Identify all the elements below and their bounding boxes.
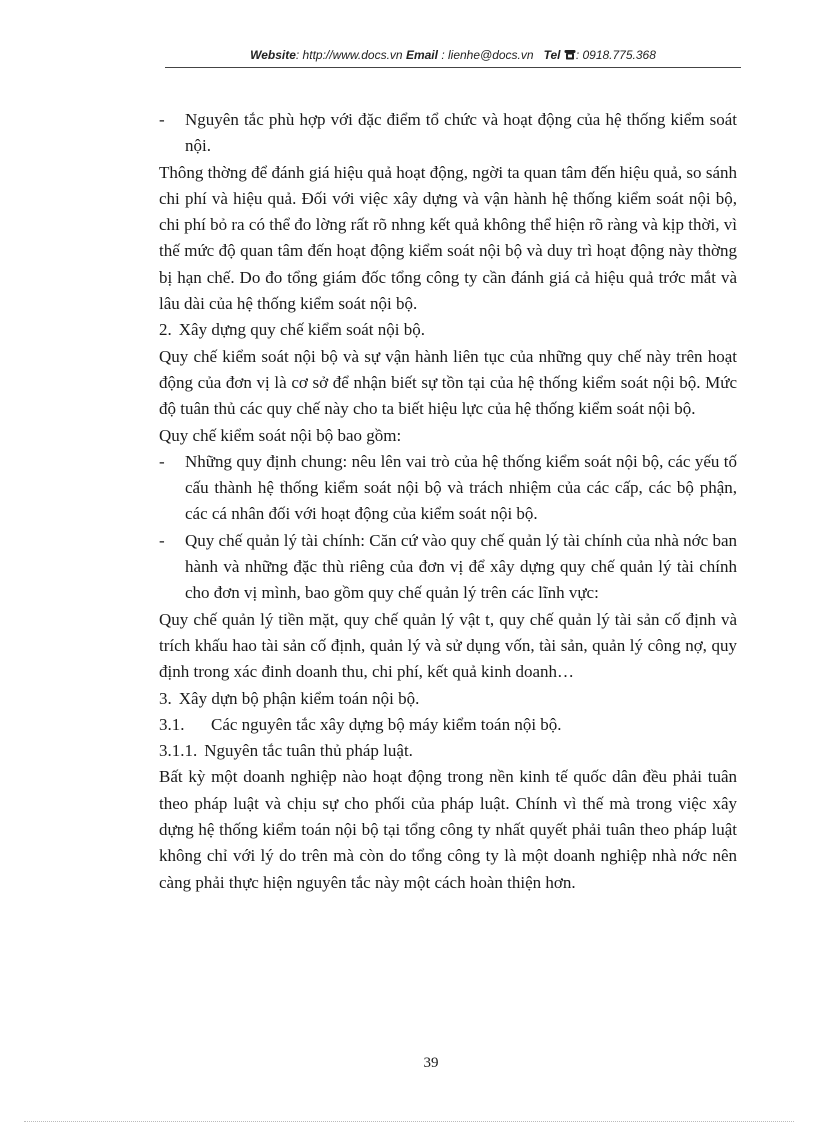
subsection-number: 3.1. bbox=[159, 714, 185, 734]
section-number: 2. bbox=[159, 320, 172, 340]
document-body bbox=[159, 107, 737, 896]
paragraph: Bất kỳ một doanh nghiệp nào hoạt động trong nền kinh tế quốc dân đều phải tuân theo pháp luật và chịu sự cho phối của pháp luật. Chính vì thế mà trong việc xây dựng hệ thống kiểm toán nội bộ tại tổng công ty nhất quyết phải tuân theo pháp luật không chỉ với lý do trên mà còn do tổng công ty là một doanh nghiệp nhà nớc nên càng phải thực hiện nguyên tắc này một cách hoàn thiện hơn. bbox=[159, 767, 737, 892]
page-bottom-border bbox=[24, 1121, 794, 1122]
tel-label: Tel bbox=[543, 48, 561, 62]
email-address[interactable]: : lienhe@docs.vn bbox=[441, 48, 534, 62]
paragraph: Quy chế quản lý tiền mặt, quy chế quản lý vật t, quy chế quản lý tài sản cố định và trích khấu hao tài sản cố định, quản lý và sử dụng vốn, tài sản, quản lý công nợ, quy định trong xác đinh doanh thu, chi phí, kết quả kinh doanh… bbox=[159, 609, 737, 682]
subsubsection-number: 3.1.1. bbox=[159, 741, 198, 761]
subsection-heading bbox=[159, 712, 737, 738]
section-title: Xây dựn bộ phận kiểm toán nội bộ. bbox=[178, 688, 420, 708]
subsubsection-title: Nguyên tắc tuân thủ pháp luật. bbox=[204, 741, 413, 761]
subsection-title: Các nguyên tắc xây dựng bộ máy kiểm toán nội bộ. bbox=[211, 714, 562, 734]
bullet-item bbox=[159, 107, 737, 160]
bullet-dash: - bbox=[159, 530, 165, 550]
page-header bbox=[165, 48, 741, 62]
header-divider bbox=[165, 67, 741, 68]
email-label: Email bbox=[405, 48, 438, 62]
section-heading bbox=[159, 686, 737, 712]
bullet-dash: - bbox=[159, 451, 165, 471]
section-title: Xây dựng quy chế kiểm soát nội bộ. bbox=[178, 320, 425, 340]
paragraph: Quy chế kiểm soát nội bộ và sự vận hành liên tục của những quy chế này trên hoạt động của đơn vị là cơ sở để nhận biết sự tồn tại của hệ thống kiểm soát nội bộ. Mức độ tuân thủ các quy chế này cho ta biết hiệu lực của hệ thống kiểm soát nội bộ. bbox=[159, 346, 737, 419]
section-number: 3. bbox=[159, 688, 172, 708]
paragraph: Thông thờng để đánh giá hiệu quả hoạt động, ngời ta quan tâm đến hiệu quả, so sánh chi phí và hiệu quả. Đối với việc xây dựng và vận hành hệ thống kiểm soát nội bộ, chi phí bỏ ra có thể đo lờng rất rõ nhng kết quả không thể hiện rõ ràng và kịp thời, vì thế mức độ quan tâm đến hoạt động kiểm soát nội bộ và duy trì hoạt động này thờng bị hạn chế. Do đo tổng giám đốc tổng công ty cần đánh giá cả hiệu quả trớc mắt và lâu dài của hệ thống kiểm soát nội bộ. bbox=[159, 162, 737, 314]
paragraph: Quy chế kiểm soát nội bộ bao gồm: bbox=[159, 425, 402, 445]
bullet-dash: - bbox=[159, 110, 165, 129]
website-label: Website bbox=[250, 48, 296, 62]
bullet-text: Nguyên tắc phù hợp với đặc điểm tổ chức và hoạt động của hệ thống kiểm soát nội. bbox=[185, 110, 737, 156]
subsubsection-heading bbox=[159, 738, 737, 764]
section-heading bbox=[159, 317, 737, 343]
phone-icon bbox=[564, 49, 576, 60]
website-url[interactable]: : http://www.docs.vn bbox=[295, 48, 403, 62]
tel-number: : 0918.775.368 bbox=[575, 48, 656, 62]
bullet-item bbox=[159, 449, 737, 528]
bullet-item bbox=[159, 528, 737, 607]
bullet-text: Những quy định chung: nêu lên vai trò của hệ thống kiểm soát nội bộ, các yếu tố cấu thành hệ thống kiểm soát nội bộ và trách nhiệm của các cấp, các bộ phận, các cá nhân đối với hoạt động của kiểm soát nội bộ. bbox=[185, 451, 737, 524]
page-number: 39 bbox=[423, 1055, 439, 1071]
bullet-text: Quy chế quản lý tài chính: Căn cứ vào quy chế quản lý tài chính của nhà nớc ban hành và những đặc thù riêng của đơn vị để xây dựng quy chế quản lý tài chính cho đơn vị mình, bao gồm quy chế quản lý trên các lĩnh vực: bbox=[185, 530, 737, 603]
